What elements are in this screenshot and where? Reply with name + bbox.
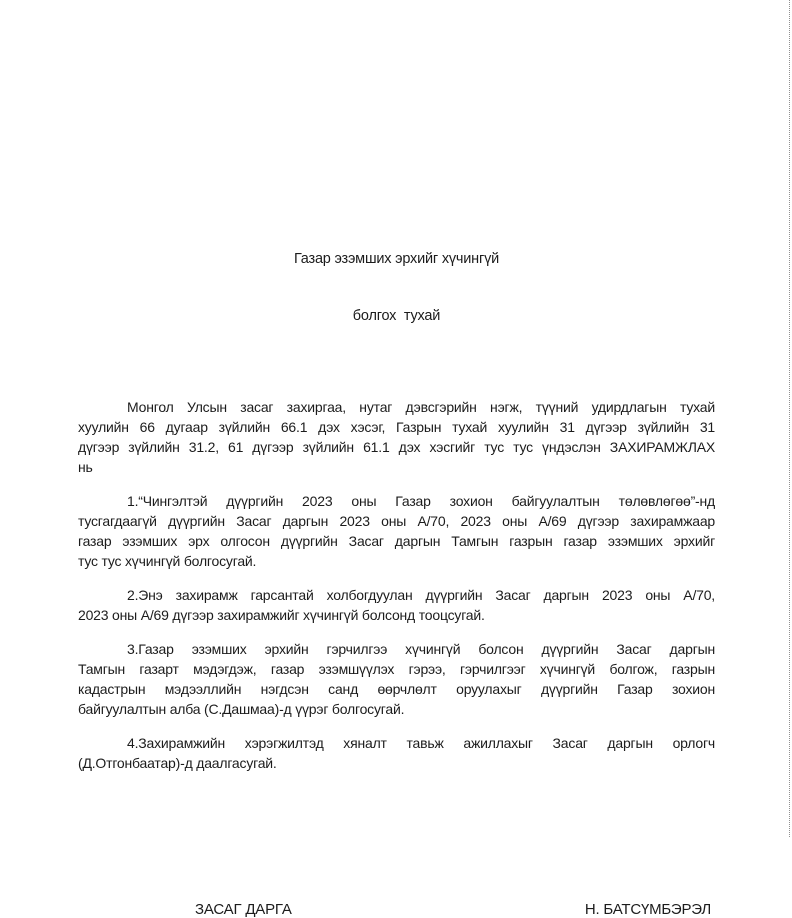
document-title xyxy=(78,212,715,364)
paragraph-item-1 xyxy=(78,491,715,571)
paragraph-line: 2.Энэ захирамж гарсантай холбогдуулан дүүргийн Засаг даргын 2023 оны А/70, xyxy=(127,587,715,603)
paragraph-line: байгуулалтын алба (С.Дашмаа)-д үүрэг болгосугай. xyxy=(78,701,405,717)
signature-official-title: ЗАСАГ ДАРГА xyxy=(195,901,292,918)
paragraph-item-3 xyxy=(78,639,715,719)
paragraph-line: дүгээр зүйлийн 31.2, 61 дүгээр зүйлийн 61.1 дэх хэсгийг тус тус үндэслэн ЗАХИРАМЖЛАХ xyxy=(78,439,715,455)
paragraph-line: газар эзэмших эрх олгосон дүүргийн Засаг даргын Тамгын газрын газар эзэмших эрхийг xyxy=(78,533,715,549)
paragraph-line: 2023 оны А/69 дүгээр захирамжийг хүчингүй болсонд тооцсугай. xyxy=(78,607,485,623)
paragraph-line: 4.Захирамжийн хэрэгжилтэд хяналт тавьж ажиллахыг Засаг даргын орлогч xyxy=(127,735,715,751)
paragraph-line: тусгагдаагүй дүүргийн Засаг даргын 2023 оны А/70, 2023 оны А/69 дүгээр захирамжаар xyxy=(78,513,715,529)
title-line-2: болгох тухай xyxy=(352,308,441,324)
paragraph-line: 1.“Чингэлтэй дүүргийн 2023 оны Газар зохион байгуулалтын төлөвлөгөө”-нд xyxy=(127,493,715,509)
paragraph-line: Монгол Улсын засаг захиргаа, нутаг дэвсгэрийн нэгж, түүний удирдлагын тухай xyxy=(127,399,715,415)
paragraph-line: тус тус хүчингүй болгосугай. xyxy=(78,553,257,569)
paragraph-preamble xyxy=(78,397,715,477)
paragraph-line: кадастрын мэдээллийн нэгдсэн санд өөрчлөлт оруулахыг дүүргийн Газар зохион xyxy=(78,681,715,697)
document-content xyxy=(78,212,715,918)
signature-name: Н. БАТСҮМБЭРЭЛ xyxy=(584,901,711,918)
paragraph-line: 3.Газар эзэмших эрхийн гэрчилгээ хүчингүй болсон дүүргийн Засаг даргын xyxy=(127,641,715,657)
signature-row xyxy=(78,901,715,918)
paragraph-line: нь xyxy=(78,459,93,475)
paragraph-item-4 xyxy=(78,733,715,773)
scan-edge-line xyxy=(789,0,790,837)
paragraph-item-2 xyxy=(78,585,715,625)
paragraph-line: Тамгын газарт мэдэгдэж, газар эзэмшүүлэх гэрээ, гэрчилгээг хүчингүй болгож, газрын xyxy=(78,661,715,677)
title-line-1: Газар эзэмших эрхийг хүчингүй xyxy=(293,251,500,267)
paragraph-line: (Д.Отгонбаатар)-д даалгасугай. xyxy=(78,755,277,771)
paragraph-line: хуулийн 66 дугаар зүйлийн 66.1 дэх хэсэг, Газрын тухай хуулийн 31 дүгээр зүйлийн 31 xyxy=(78,419,715,435)
